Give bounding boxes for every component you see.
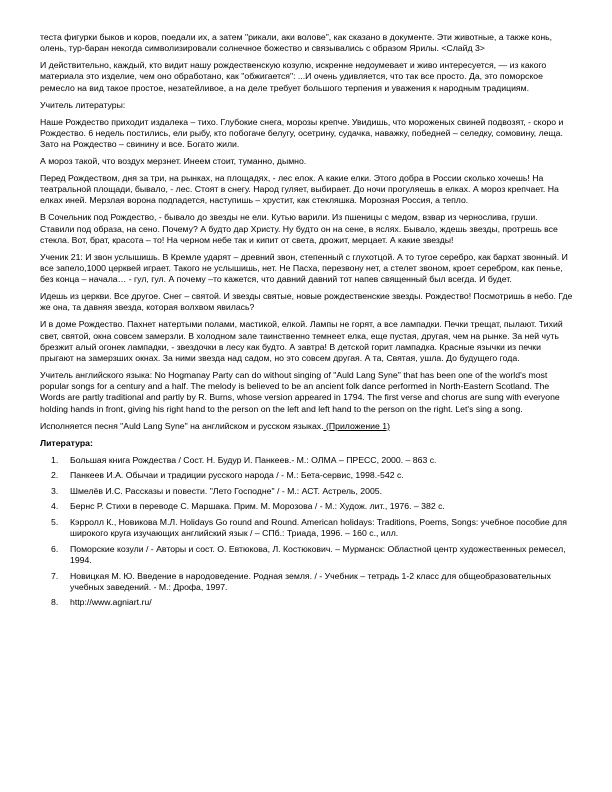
reference-url-link[interactable]: http://www.agniart.ru/ [70, 597, 152, 608]
reference-number: 7. [51, 570, 59, 581]
paragraph-song-performed [40, 421, 574, 432]
song-performed-text: Исполняется песня "Auld Lang Syne" на английском и русском языках. [40, 420, 324, 431]
reference-number: 3. [51, 485, 59, 496]
reference-number: 2. [51, 470, 59, 481]
reference-item [40, 571, 574, 593]
reference-text: Большая книга Рождества / Сост. Н. Будур И. Панкеев.- М.: ОЛМА – ПРЕСС, 2000. – 863 с. [70, 454, 437, 465]
paragraph-kozulya: И действительно, каждый, кто видит нашу рождественскую козулю, искренне недоумевает и живо интересуется, — из какого материала это изделие, чем оно обработано, как "обжигается": ...И очень удивляется, что так все просто. Да, это поморское ремесло на вид такое простое, незатейливое, а на деле требует большого терпения и уважения к народным традициям. [40, 60, 547, 93]
paragraph-christmas-eve: В Сочельник под Рождество, - бывало до звезды не ели. Кутью варили. Из пшеницы с медом, взвар из чернослива, груши. Ставили под образа, на сено. Почему? А будто дар Христу. Ну будто он на сене, в яслях. Бывало, ждешь звезды, протрешь все стекла. Вот, брат, красота – то! На черном небе так и кипит от света, дрожит, мерцает. А какие звезды! [40, 212, 558, 245]
paragraph-home: И в доме Рождество. Пахнет натертыми полами, мастикой, елкой. Лампы не горят, а все лампадки. Печки трещат, пылают. Тихий свет, святой, окна совсем замерзли. В холодном зале таинственно темнеет елка, еще пустая, другая, чем на рынке. За ней чуть брезжит алый огонек лампадки, - звездочки в лесу как будто. А завтра! В детской горит лампадка. Красные язычки из печки прыгают на замерзших окнах. За ними звезда над садом, но это совсем другая. А та, Святая, ушла. До будущего года. [40, 319, 563, 364]
reference-number: 6. [51, 543, 59, 554]
reference-item [40, 597, 574, 608]
paragraph-intro-continued: теста фигурки быков и коров, поедали их, а затем "рикали, аки волове", как сказано в документе. Эти животные, а также конь, олень, тур-баран некогда символизировали солнечное божество и связывались с образом Ярилы. <Слайд 3> [40, 32, 553, 54]
reference-item [40, 544, 574, 566]
reference-item [40, 517, 574, 539]
appendix-link[interactable]: (Приложение 1) [323, 420, 390, 431]
reference-text: Шмелёв И.С. Рассказы и повести. "Лето Господне" / - М.: АСТ. Астрель, 2005. [70, 485, 383, 496]
paragraph-christmas-arrives: Наше Рождество приходит издалека – тихо. Глубокие снега, морозы крепче. Увидишь, что мороженых свиней подвозят, - скоро и Рождество. 6 недель постились, ели рыбу, кто побогаче белугу, осетрину, судачка, наважку, победней – селедку, сомовину, леща. Зато на Рождество – свинину и все. Богато жили. [40, 116, 564, 150]
reference-item [40, 455, 574, 466]
paragraph-church: Идешь из церкви. Все другое. Снег – святой. И звезды святые, новые рождественские звезды. Рождество! Посмотришь в небо. Где же она, та давняя звезда, которая волхвом явилась? [40, 291, 573, 313]
reference-text: Бернс Р. Стихи в переводе С. Маршака. Прим. М. Морозова / - М.: Худож. лит., 1976. – 382 с. [70, 501, 445, 512]
references-list [40, 455, 574, 609]
paragraph-english-teacher: Учитель английского языка: No Hogmanay Party can do without singing of "Auld Lang Syne" that has been one of the world's most popular songs for a century and a half. The melody is believed to be an ancient folk dance performed in North-Eastern Scotland. The Words are partly traditional and partly by R. Burns, whose version appeared in 1794. The first verse and chorus are sung with everyone holding hands in front, giving his right hand to the person on the left and left hand to the person on the right. Let's sing a song. [40, 370, 560, 414]
paragraph-frost: А мороз такой, что воздух мерзнет. Инеем стоит, туманно, дымно. [40, 156, 307, 167]
reference-text: Новицкая М. Ю. Введение в народоведение. Родная земля. / - Учебник – тетрадь 1-2 класс для общеобразовательных учебных заведений. - М.: Дрофа, 1997. [70, 570, 552, 592]
reference-number: 8. [51, 597, 59, 608]
speaker-literature-teacher: Учитель литературы: [40, 99, 126, 110]
references-heading: Литература: [40, 437, 93, 448]
paragraph-fir-trees: Перед Рождеством, дня за три, на рынках, на площадях, - лес елок. А какие елки. Этого добра в России сколько хочешь! На театральной площади, бывало, - лес. Стоят в снегу. Народ гуляет, выбирает. До ночи прогуляешь в елках. А мороз крепчает. На елках иней. Мерзлая ворона подпадется, наступишь – хрустит, как стекляшка. Морозная Россия, а тепло. [40, 173, 559, 206]
reference-item [40, 470, 574, 481]
paragraph-bells: Ученик 21: И звон услышишь. В Кремле ударят – древний звон, степенный с глухотцой. А то тугое серебро, как бархат звонный. И все запело,1000 церквей играет. Такого не услышишь, нет. Не Пасха, перезвону нет, а стелет звоном, кроет серебром, как пенье, без конца – начала… - гул, гул. А почему –то кажется, что давний давний тот напев священный был всегда. И будет. [40, 251, 568, 285]
reference-item [40, 486, 574, 497]
reference-number: 4. [51, 501, 59, 512]
reference-number: 1. [51, 454, 59, 465]
reference-text: Кэрролл К., Новикова М.Л. Holidays Go round and Round. American holidays: Traditions, Poems, Songs: учебное пособие для широкого круга изучающих английский язык / – СПб.: Триада, 1996. – 160 с., илл. [70, 517, 567, 539]
reference-text: Панкеев И.А. Обычаи и традиции русского народа / - М.: Бета-сервис, 1998.-542 с. [70, 470, 404, 481]
reference-number: 5. [51, 517, 59, 528]
reference-text: Поморские козули / - Авторы и сост. О. Евтюкова, Л. Костюкович. – Мурманск: Областной центр художественных ремесел, 1994. [70, 543, 566, 566]
reference-item [40, 501, 574, 512]
